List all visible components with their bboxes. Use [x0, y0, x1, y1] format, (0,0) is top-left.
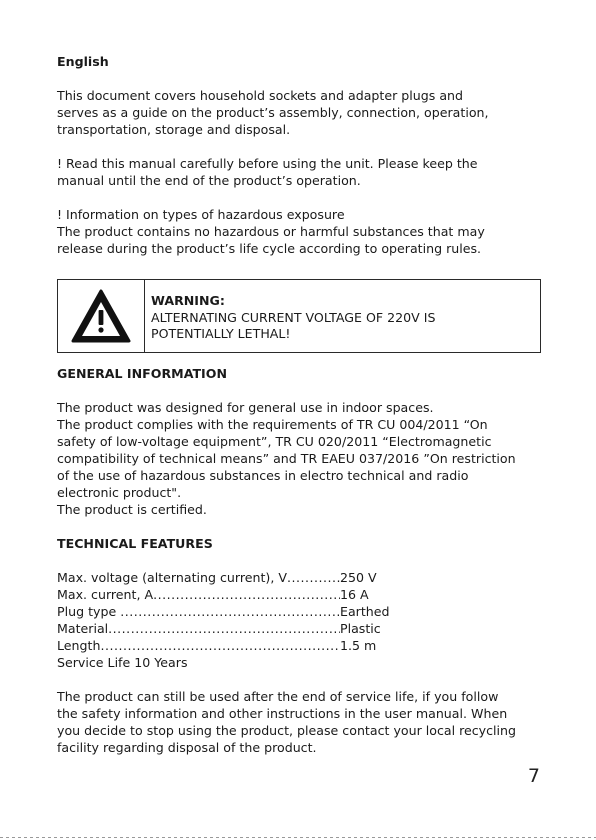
service-life: Service Life 10 Years — [57, 655, 188, 670]
spec-label: Material — [57, 621, 109, 636]
spec-label: Length — [57, 638, 101, 653]
general-info-text: The product was designed for general use in indoor spaces. The product complies with the requirements of TR CU 004/2011 “On safety of low-voltage equipment”, TR CU 020/2011 “Electromagnetic compatibility of technical means” and TR EAEU 037/2016 ”On restriction of the use of hazardous substances in electro technical and radio electronic product". The product is certified. — [57, 400, 516, 517]
spec-row — [57, 569, 541, 586]
page-number: 7 — [527, 765, 540, 787]
spec-value: 250 V — [340, 570, 377, 585]
intro-paragraph: This document covers household sockets and adapter plugs and serves as a guide on the product’s assembly, connection, operation, transportation, storage and disposal. — [57, 88, 489, 137]
spec-label: Max. current, A — [57, 587, 154, 602]
warning-box — [57, 279, 541, 353]
spec-row — [57, 603, 541, 620]
spec-value: Plastic — [340, 621, 381, 636]
warning-icon-cell — [58, 280, 145, 352]
spec-row — [57, 637, 541, 654]
warning-triangle-icon — [70, 288, 132, 344]
specs-list — [57, 569, 541, 671]
hazard-text: The product contains no hazardous or harmful substances that may release during the product’s life cycle according to operating rules. — [57, 224, 485, 256]
hazard-title: ! Information on types of hazardous exposure — [57, 207, 345, 222]
general-info-heading: GENERAL INFORMATION — [57, 366, 227, 381]
spec-value: Earthed — [340, 604, 390, 619]
spec-label: Plug type — [57, 604, 121, 619]
read-manual-notice: ! Read this manual carefully before using the unit. Please keep the manual until the end of the product’s operation. — [57, 156, 478, 188]
document-body — [57, 53, 541, 756]
warning-title: WARNING: — [151, 293, 225, 308]
technical-features-heading: TECHNICAL FEATURES — [57, 536, 213, 551]
warning-text-cell — [145, 280, 435, 352]
page-bottom-border — [0, 837, 596, 838]
spec-value: 16 A — [340, 587, 369, 602]
spec-row — [57, 586, 541, 603]
spec-label: Max. voltage (alternating current), V — [57, 570, 287, 585]
disposal-paragraph: The product can still be used after the end of service life, if you follow the safety information and other instructions in the user manual. When you decide to stop using the product, please contact your local recycling facility regarding disposal of the product. — [57, 689, 517, 755]
spec-value: 1.5 m — [340, 638, 377, 653]
spec-row — [57, 620, 541, 637]
warning-text: ALTERNATING CURRENT VOLTAGE OF 220V IS POTENTIALLY LETHAL! — [151, 309, 436, 341]
language-heading: English — [57, 54, 109, 69]
